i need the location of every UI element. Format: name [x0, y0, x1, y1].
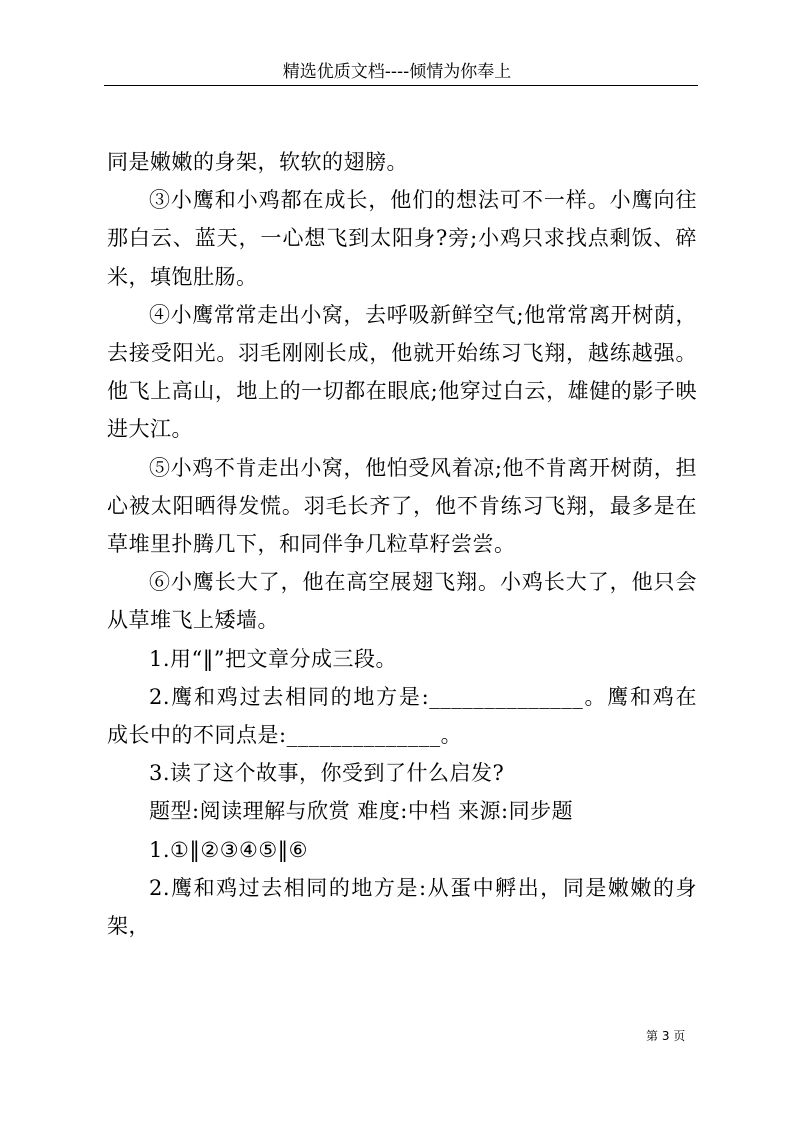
paragraph-6: ⑥小鹰长大了，他在高空展翅飞翔。小鸡长大了，他只会从草堆飞上矮墙。 [107, 570, 697, 633]
question-1: 1.用“‖”把文章分成三段。 [149, 646, 398, 671]
page-number: 第 3 页 [646, 1029, 686, 1043]
paragraph-continuation: 同是嫩嫩的身架，软软的翅膀。 [107, 150, 408, 174]
paragraph-5: ⑤小鸡不肯走出小窝，他怕受风着凉;他不肯离开树荫，担心被太阳晒得发慌。羽毛长齐了，他不肯练习飞翔，最多是在草堆里扑腾几下，和同伴争几粒草籽尝尝。 [107, 455, 697, 557]
paragraph-4: ④小鹰常常走出小窝，去呼吸新鲜空气;他常常离开树荫，去接受阳光。羽毛刚刚长成，他就开始练习飞翔，越练越强。他飞上高山，地上的一切都在眼底;他穿过白云，雄健的影子映进大江。 [107, 302, 697, 442]
question-2: 2.鹰和鸡过去相同的地方是:______________。鹰和鸡在成长中的不同点是:______________。 [107, 684, 697, 748]
page-header-title: 精选优质文档----倾情为你奉上 [282, 62, 512, 82]
question-3: 3.读了这个故事，你受到了什么启发? [149, 761, 505, 786]
header-divider [104, 85, 698, 86]
document-body [107, 143, 697, 945]
answer-2: 2.鹰和鸡过去相同的地方是:从蛋中孵出，同是嫩嫩的身架， [107, 875, 697, 939]
question-meta: 题型:阅读理解与欣赏 难度:中档 来源:同步题 [149, 799, 574, 824]
answer-1: 1.①‖②③④⑤‖⑥ [149, 837, 308, 862]
paragraph-3: ③小鹰和小鸡都在成长，他们的想法可不一样。小鹰向往那白云、蓝天，一心想飞到太阳身?旁;小鸡只求找点剩饭、碎米，填饱肚肠。 [107, 188, 697, 289]
